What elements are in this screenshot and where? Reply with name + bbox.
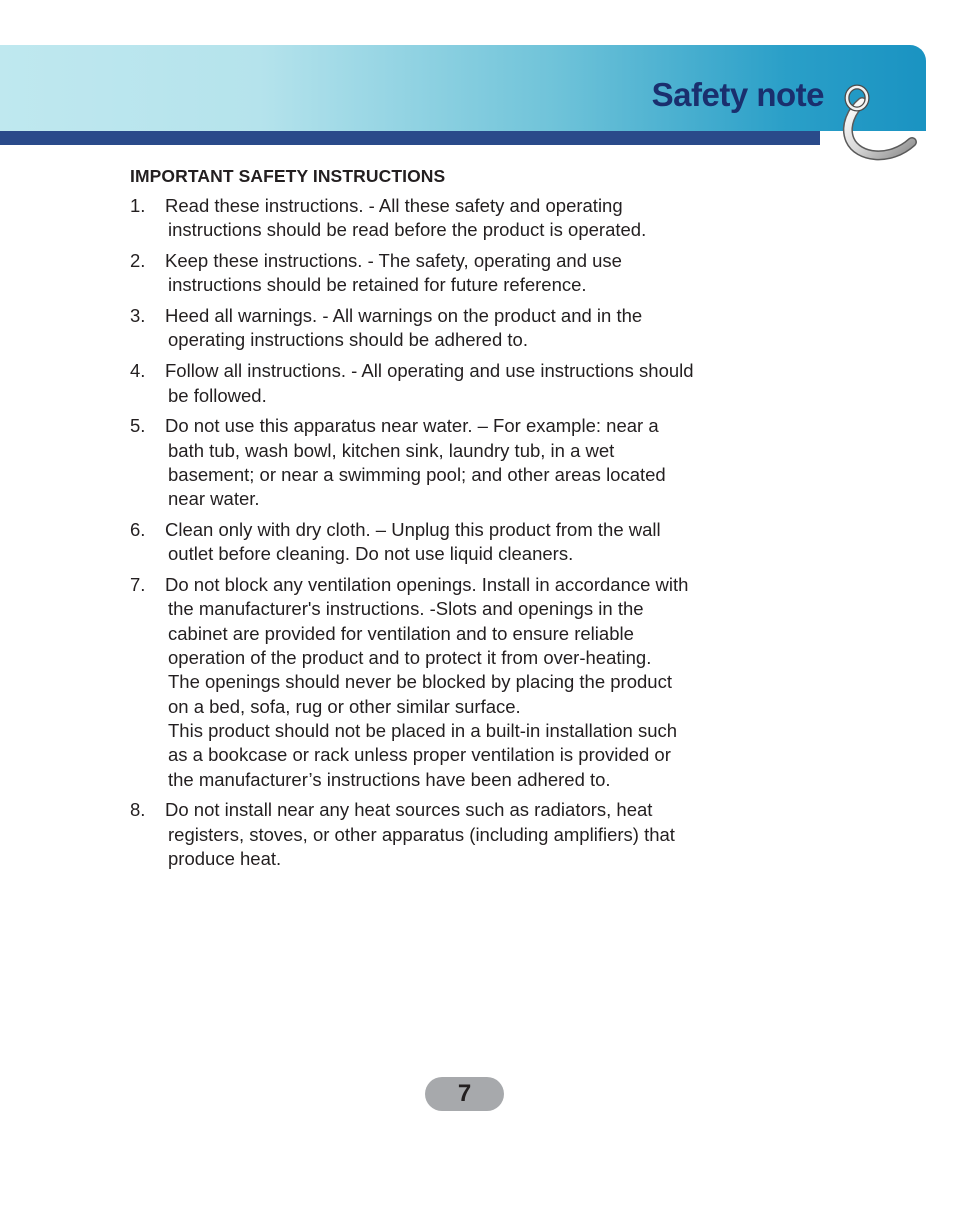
section-heading: IMPORTANT SAFETY INSTRUCTIONS [130, 166, 446, 186]
item-first-line: Clean only with dry cloth. – Unplug this product from the wall [165, 519, 661, 541]
list-item [130, 518, 760, 567]
item-number: 1. [130, 195, 146, 216]
item-number: 6. [130, 519, 146, 541]
item-first-line: Read these instructions. - All these safety and operating [165, 195, 623, 216]
content [130, 166, 760, 878]
item-first-line: Do not use this apparatus near water. – For example: near a [165, 415, 659, 437]
list-item [130, 304, 760, 353]
item-number: 5. [130, 415, 146, 437]
list-item [130, 194, 760, 243]
item-number: 2. [130, 250, 146, 272]
item-text: instructions should be read before the product is operated. [168, 219, 647, 241]
item-number: 8. [130, 799, 146, 821]
item-text: operating instructions should be adhered to. [168, 329, 528, 351]
item-first-line: Follow all instructions. - All operating and use instructions should [165, 360, 694, 382]
item-number: 3. [130, 305, 146, 327]
item-text: be followed. [168, 384, 267, 406]
list-item [130, 414, 760, 511]
page-title: Safety note [651, 76, 824, 113]
item-number: 4. [130, 360, 146, 382]
item-text: bath tub, wash bowl, kitchen sink, laundry tub, in a wet basement; or near a swimming pool; and other areas located near water. [168, 439, 666, 510]
item-number: 7. [130, 574, 146, 596]
list-item [130, 359, 760, 408]
item-text: outlet before cleaning. Do not use liquid cleaners. [168, 543, 574, 565]
header-underline [0, 131, 820, 145]
item-first-line: Do not install near any heat sources such as radiators, heat [165, 799, 653, 821]
item-text: registers, stoves, or other apparatus (including amplifiers) that produce heat. [168, 823, 675, 869]
item-text: the manufacturer's instructions. -Slots and openings in the cabinet are provided for ventilation and to ensure reliable operation of the product and to protect it from over-heating. The openings should never be blocked by placing the product on a bed, sofa, rug or other similar surface. This product should not be placed in a built-in installation such as a bookcase or rack unless proper ventilation is provided or the manufacturer’s instructions have been adhered to. [168, 598, 678, 790]
page-number-badge: 7 [425, 1077, 504, 1111]
item-text: instructions should be retained for future reference. [168, 274, 587, 296]
item-first-line: Heed all warnings. - All warnings on the product and in the [165, 305, 643, 327]
item-first-line: Keep these instructions. - The safety, operating and use [165, 250, 622, 272]
list-item [130, 798, 760, 871]
instruction-list [130, 194, 760, 871]
binder-ring-icon [832, 78, 922, 164]
item-first-line: Do not block any ventilation openings. Install in accordance with [165, 574, 689, 596]
list-item [130, 573, 760, 792]
list-item [130, 249, 760, 298]
